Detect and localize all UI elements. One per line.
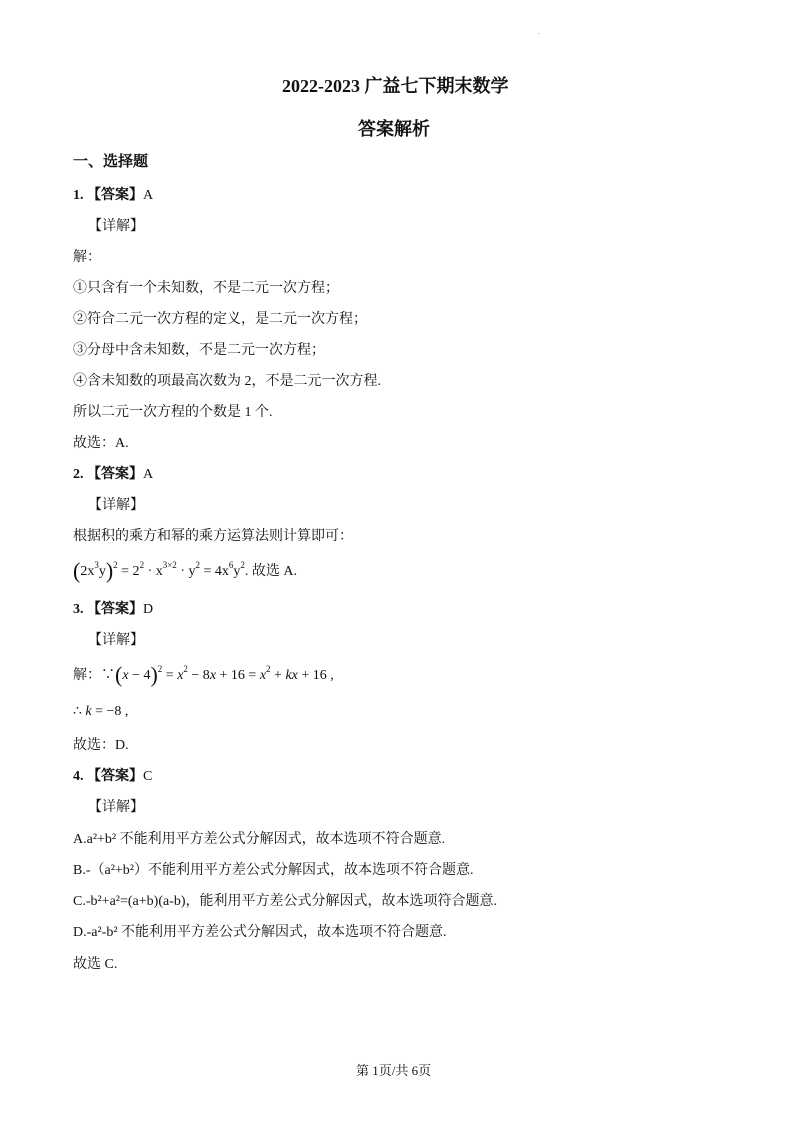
q3-solve-prefix: 解： [73,668,101,683]
q2-header [73,463,153,483]
page-title: 2022-2023 广益七下期末数学 [282,76,509,96]
q1-answer-label: 【答案】 [87,188,143,203]
q4-line: 故选 C. [73,957,118,972]
q3-number: 3. [73,602,84,617]
q3-conclusion: 故选：D. [73,738,129,753]
q1-line: 所以二元一次方程的个数是 1 个. [73,405,273,420]
q1-number: 1. [73,188,84,203]
q1-answer: A [143,188,154,203]
q2-formula: $(2x^3y)^2 = 2^2 \cdot x^{3\times 2} \cdot y^2 = 4x^6y^2$. 故选 A. [73,558,298,583]
q3-header [73,598,153,618]
q4-line: B.-（a²+b²）不能利用平方差公式分解因式，故本选项不符合题意. [73,863,474,878]
q1-line: ③分母中含未知数，不是二元一次方程； [73,343,325,358]
q2-number: 2. [73,467,84,482]
q1-line: ④含未知数的项最高次数为 2，不是二元一次方程. [73,374,381,389]
q4-header [73,765,152,785]
page-subtitle: 答案解析 [358,119,430,139]
q2-formula-tail: . 故选 A. [244,564,298,579]
q3-formula-1: 解：∵(x − $4)^2 = x^2 - 8x + 16 = x^2$ + kx + 16 , [73,662,334,687]
q4-number: 4. [73,769,84,784]
q2-answer: A [143,467,154,482]
q1-line: 故选：A. [73,436,129,451]
q2-detail-label: 【详解】 [88,498,144,513]
section-heading-choice: 一、选择题 [73,154,149,170]
q4-answer-label: 【答案】 [87,769,143,784]
corner-mark: . [538,30,540,36]
page-footer: 第 1页/共 6页 [356,1063,432,1078]
q1-line: 解： [73,250,101,265]
q3-answer-label: 【答案】 [87,602,143,617]
q3-answer: D [143,602,154,617]
q4-line: A.a²+b² 不能利用平方差公式分解因式，故本选项不符合题意. [73,832,446,847]
q1-detail-label: 【详解】 [88,219,144,234]
q4-answer: C [143,769,153,784]
q2-answer-label: 【答案】 [87,467,143,482]
q4-detail-label: 【详解】 [88,800,144,815]
q3-detail-label: 【详解】 [88,633,144,648]
q4-line: D.-a²-b² 不能利用平方差公式分解因式，故本选项不符合题意. [73,925,447,940]
q4-line: C.-b²+a²=(a+b)(a-b)，能利用平方差公式分解因式，故本选项符合题意. [73,894,498,909]
q1-header [73,184,153,204]
q1-line: ②符合二元一次方程的定义，是二元一次方程； [73,312,367,327]
q2-intro-line: 根据积的乘方和幂的乘方运算法则计算即可： [73,529,353,544]
q3-formula-2: ∴ k = −8 , [73,704,129,719]
q1-line: ①只含有一个未知数，不是二元一次方程； [73,281,339,296]
